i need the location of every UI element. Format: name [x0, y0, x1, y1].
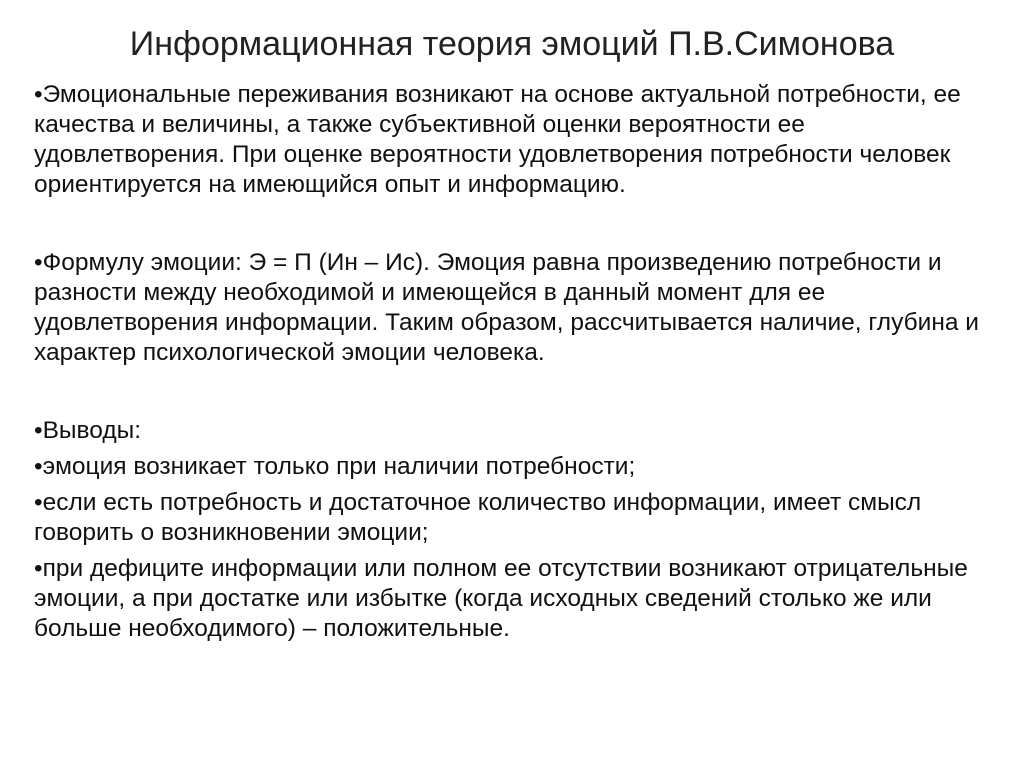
bullet-marker: • [34, 417, 43, 444]
paragraph-conclusion-1 [34, 452, 994, 482]
paragraph-text: при дефиците информации или полном ее отсутствии возникают отрицательные эмоции, а при достатке или избытке (когда исходных сведений столько же или больше необходимого) – положительные. [34, 555, 968, 642]
bullet-marker: • [34, 81, 43, 108]
paragraph-conclusion-2 [34, 488, 994, 548]
paragraph-emotion-formula [34, 248, 994, 368]
bullet-marker: • [34, 249, 43, 276]
bullet-marker: • [34, 555, 43, 582]
bullet-marker: • [34, 453, 43, 480]
paragraph-text: если есть потребность и достаточное количество информации, имеет смысл говорить о возникновении эмоции; [34, 489, 922, 546]
paragraph-text: Эмоциональные переживания возникают на основе актуальной потребности, ее качества и величины, а также субъективной оценки вероятности ее удовлетворения. При оценке вероятности удовлетворения потребности человек ориентируется на имеющийся опыт и информацию. [34, 81, 961, 198]
slide-title: Информационная теория эмоций П.В.Симонова [129, 25, 895, 63]
paragraph-conclusions-heading [34, 416, 994, 446]
paragraph-emotional-experiences [34, 80, 994, 200]
slide-body [34, 80, 994, 644]
paragraph-spacer [34, 200, 994, 248]
paragraph-conclusion-3 [34, 554, 994, 644]
paragraph-text: эмоция возникает только при наличии потребности; [42, 453, 636, 480]
paragraph-text: Выводы: [42, 417, 142, 444]
paragraph-text: Формулу эмоции: Э = П (Ин – Ис). Эмоция равна произведению потребности и разности между необходимой и имеющейся в данный момент для ее удовлетворения информации. Таким образом, рассчитывается наличие, глубина и характер психологической эмоции человека. [34, 249, 979, 366]
bullet-marker: • [34, 489, 43, 516]
paragraph-spacer [34, 368, 994, 416]
